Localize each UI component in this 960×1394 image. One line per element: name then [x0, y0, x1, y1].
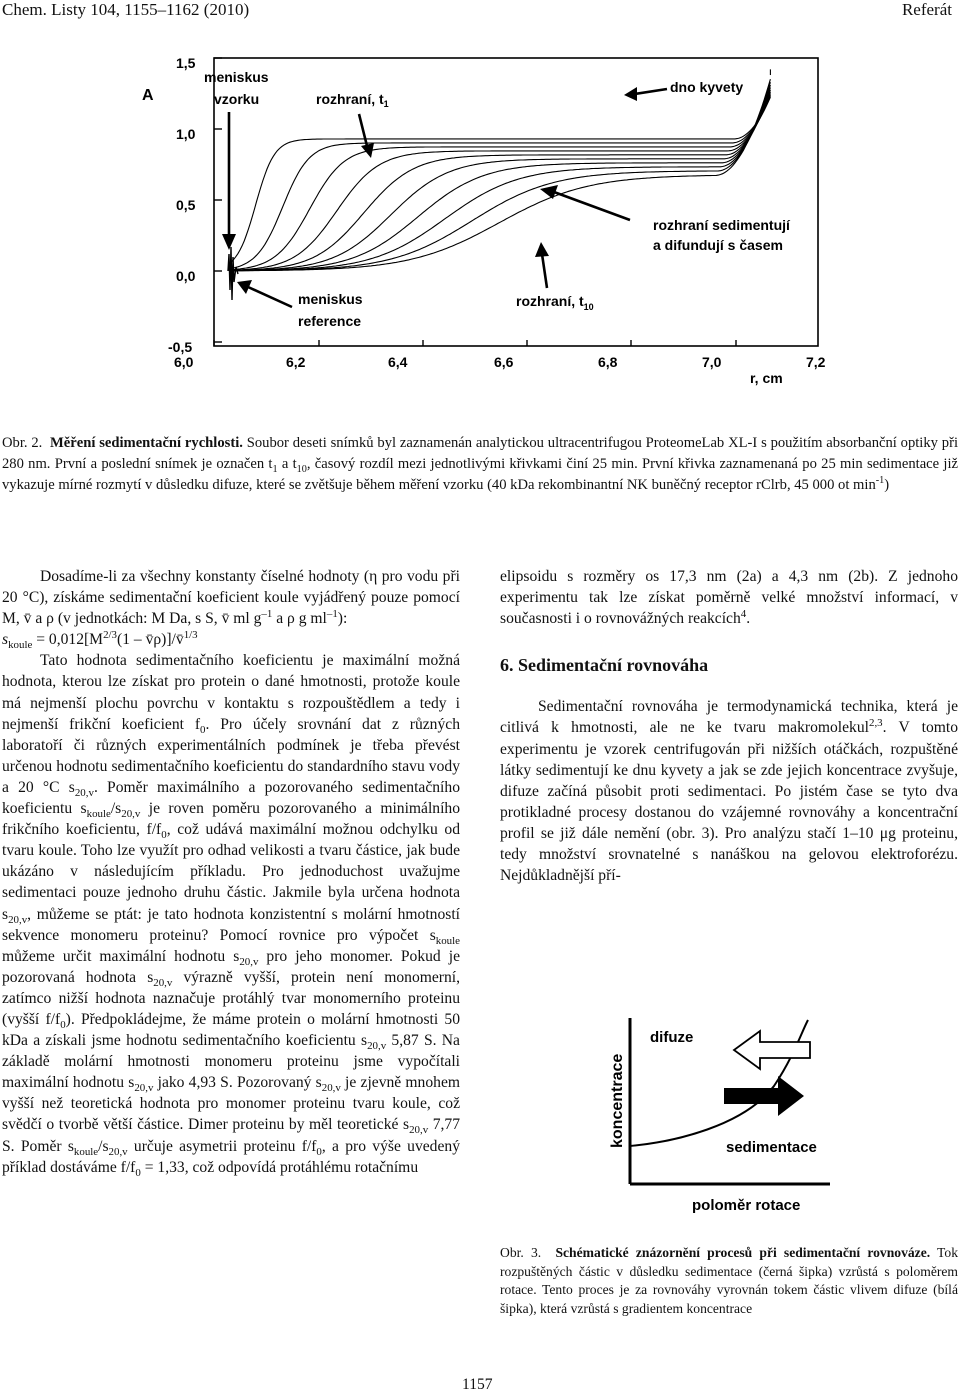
arrow-rozhrani-t10	[542, 254, 547, 288]
tick-y-1.0: 1,0	[176, 126, 196, 142]
annotation-dno-kyvety: dno kyvety	[670, 79, 744, 95]
figure-3-caption: Obr. 3. Schématické znázornění procesů při sedimentační rovnováze. Tok rozpuštěných částic v důsledku sedimentace (černá šipka) vzrůstá s poloměrem rotace. Tento proces je za rovnováhy vyrovnán tokem částic vlivem difuze (bílá šipka), která vzrůstá s gradientem koncentrace	[500, 1245, 958, 1316]
tick-x-7.0: 7,0	[702, 354, 722, 370]
figure-3	[594, 1016, 834, 1238]
figure-2	[130, 42, 830, 392]
label-difuze: difuze	[650, 1029, 694, 1046]
right-column	[500, 566, 958, 886]
paragraph-section-6: Sedimentační rovnováha je termodynamická technika, která je citlivá k hmotnosti, ale ne ke tvaru makromolekul$^{2,3}$. V tomto experimentu je vzorek centrifugován při nižších otáčkách, rozpuštěné látky sedimentují ke dnu kyvety a jak se zde jejich koncentrace zvyšuje, difuze začíná působit proti sedimentaci. Po jistém čase se tyto dva protikladné procesy dostanou do vzájemné rovnováhy a koncentrační profil se již dále nemění (obr. 3). Pro analýzu stačí 1–10 μg proteinu, tedy množství srovnatelné s nanáškou na gelovou elektroforézu. Nejdůkladnější pří-	[500, 698, 959, 885]
annotation-meniskus-vzorku-2: vzorku	[214, 91, 260, 107]
paragraph-2: Tato hodnota sedimentačního koeficientu je maximální možná hodnota, kterou lze získat pro protein o dané hmotnosti, protože koule má nejmenší plochu povrchu v kontaktu s rozpouštědlem a tedy i nejmenší frikční koeficient $f_0$. Pro účely srovnání dat z různých laboratoří či různých experimentálních podmínek je třeba převést určenou hodnotu sedimentačního koeficientu do standardního stavu vody a 20 °C $s_{20,v}$. Poměr maximálního a pozorovaného sedimentačního koeficientu $s_{koule}/s_{20,v}$ je roven poměru pozorovaného a minimálního frikčního koeficientu, $f/f_0$, což udává maximální možnou odchylku od tvaru koule. Toho lze využít pro odhad velikosti a tvaru částice, jak bude ukázáno v následujícím příkladu. Pro jednoduchost uvažujme sedimentaci pouze jednoho druhu částic. Jakmile byla určena hodnota $s_{20,v}$, můžeme se ptát: je tato hodnota konzistentní s molární hmotností sekvence monomeru proteinu? Pomocí rovnice pro výpočet $s_{koule}$ můžeme určit maximální hodnotu $s_{20,v}$ pro jeho monomer. Pokud je pozorovaná hodnota $s_{20,v}$ výrazně vyšší, protein není monomerní, zatímco nižší hodnota naznačuje protáhlý tvar monomerního proteinu (vyšší $f/f_0$). Předpokládejme, že máme protein o molární hmotnosti 50 kDa a získali jsme hodnotu sedimentačního koeficientu $s_{20,v}$ 5,87 S. Na základě molární hmotnosti monomeru proteinu jsme vypočítali maximální hodnotu $s_{20,v}$ jako 4,93 S. Pozorovaný $s_{20,v}$ je zjevně mnohem vyšší než teoretická hodnota pro monomer proteinu tvaru koule, což svědčí o tvorbě větší částice. Dimer proteinu by měl teoretické $s_{20,v}$ 7,77 S. Poměr $s_{koule}/s_{20,v}$ určuje asymetrii proteinu $f/f_0$, a pro výše uvedený příklad dostáváme $f/f_0 = 1,33$, což odpovídá protáhlému rotačnímu	[2, 652, 461, 1179]
tick-y--0.5: -0,5	[168, 339, 193, 355]
page-number: 1157	[462, 1376, 493, 1393]
tick-x-6.2: 6,2	[286, 354, 306, 370]
arrow-sediment	[554, 192, 630, 220]
annotation-arrows	[222, 87, 667, 307]
tick-y-0.5: 0,5	[176, 197, 196, 213]
annotation-sediment-1: rozhraní sedimentují	[653, 217, 790, 233]
figure-2-caption: Obr. 2. Měření sedimentační rychlosti. Soubor deseti snímků byl zaznamenán analytickou ultracentrifugou ProteomeLab XL-I s použitím absorbanční optiky při 280 nm. První a poslední snímek je označen $t_1$ a $t_{10}$, časový rozdíl mezi jednotlivými křivkami činí 25 min. První křivka zaznamenaná po 25 min sedimentace již vykazuje mírné rozmytí v důsledku difuze, které se zvětšuje během měření vzorku (40 kDa rekombinantní NK buněčný receptor rClrb, 45 000 ot $\min^{-1}$)	[2, 435, 958, 493]
tick-y-0.0: 0,0	[176, 268, 196, 284]
x-axis-label: poloměr rotace	[692, 1197, 801, 1214]
paragraph-1: Dosadíme-li za všechny konstanty číselné hodnoty (η pro vodu při 20 °C), získáme sedimentační koeficient koule vyjádřený pouze pomocí M, v̄ a ρ (v jednotkách: M Da, s S, v̄ ml $g^{-1}$ a ρ g $ml^{-1}$):	[2, 568, 460, 628]
section-heading: 6. Sedimentační rovnováha	[500, 655, 709, 676]
annotation-meniskus-ref-2: reference	[298, 313, 362, 329]
plot-ticks	[214, 58, 736, 346]
left-column	[2, 566, 460, 1178]
tick-x-6.6: 6,6	[494, 354, 514, 370]
annotation-meniskus-vzorku-1: meniskus	[204, 69, 269, 85]
panel-label: A	[142, 87, 154, 104]
journal-header: Chem. Listy 104, 1155–1162 (2010)	[2, 0, 250, 19]
arrow-meniskus-reference	[248, 287, 292, 307]
sedimentation-arrow	[724, 1076, 804, 1116]
diffusion-arrow	[734, 1031, 810, 1069]
equation-s-koule: $s_{koule} = 0,012[M^{2/3}(1$ – v̄ρ)]/v̄$^{1/3}$	[2, 629, 198, 652]
y-axis-label: koncentrace	[609, 1053, 626, 1148]
x-unit: r, cm	[750, 370, 783, 386]
arrow-dno-kyvety	[635, 89, 667, 94]
annotation-rozhrani-t1: rozhraní, $t_1$	[316, 91, 389, 109]
paragraph-continued: elipsoidu s rozměry os 17,3 nm (2a) a 4,3 nm (2b). Z jednoho experimentu tak lze získat poměrně velké množství informací, v současnosti i o rovnovážných reakcích$^4$.	[500, 568, 958, 628]
label-sedimentace: sedimentace	[726, 1139, 817, 1156]
tick-x-6.4: 6,4	[388, 354, 408, 370]
annotation-rozhrani-t10: rozhraní, $t_{10}$	[516, 293, 594, 312]
tick-x-6.8: 6,8	[598, 354, 618, 370]
tick-x-7.2: 7,2	[806, 354, 826, 370]
tick-y-1.5: 1,5	[176, 55, 196, 71]
section-header: Referát	[901, 0, 952, 19]
annotation-meniskus-ref-1: meniskus	[298, 291, 363, 307]
arrow-rozhrani-t1	[359, 114, 368, 150]
annotation-sediment-2: a difundují s časem	[653, 237, 783, 253]
tick-x-6.0: 6,0	[174, 354, 194, 370]
